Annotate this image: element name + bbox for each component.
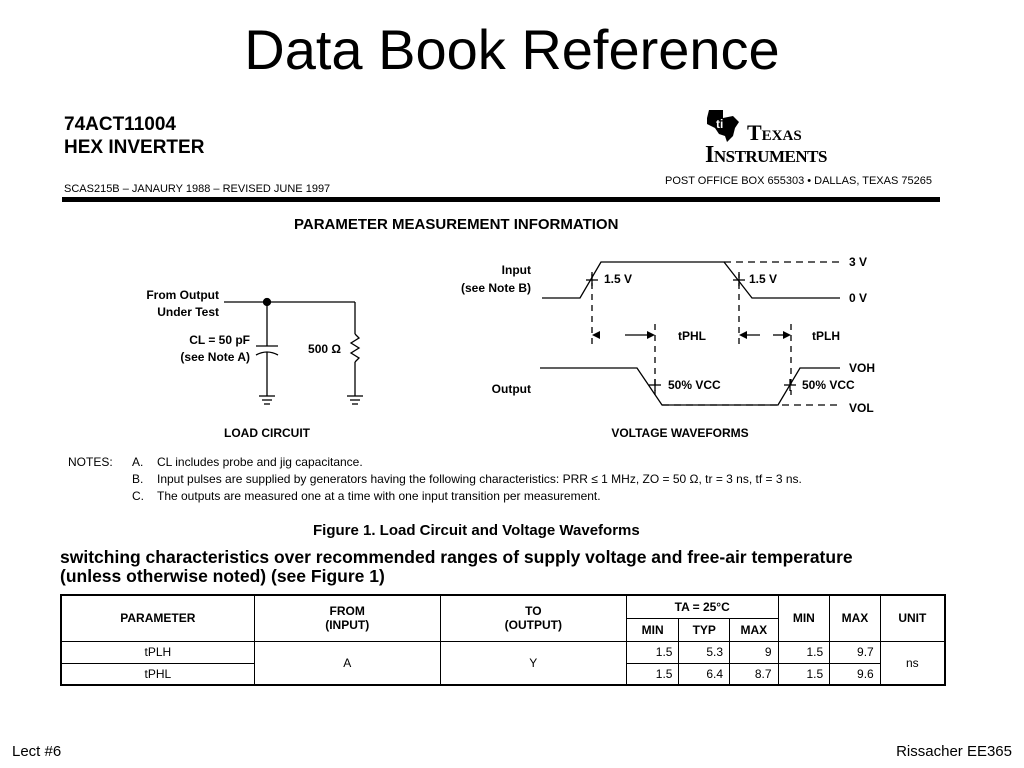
pct-1-label: 50% VCC — [668, 378, 721, 392]
doc-reference: SCAS215B – JANAURY 1988 – REVISED JUNE 1997 — [64, 183, 331, 195]
header-unit: UNIT — [880, 595, 945, 641]
part-number: 74ACT11004 — [64, 114, 176, 135]
logo-instruments: Instruments — [705, 142, 827, 168]
note-a-text: CL includes probe and jig capacitance. — [157, 455, 363, 469]
typ-cell: 6.4 — [679, 663, 730, 685]
note-a-letter: A. — [132, 455, 144, 469]
param-cell: tPLH — [61, 641, 254, 663]
note-b-letter: B. — [132, 472, 144, 486]
unit-cell: ns — [880, 641, 945, 685]
from-cell: A — [254, 641, 440, 685]
header-max: MAX — [730, 618, 779, 641]
voh-label: VOH — [849, 361, 876, 375]
header-rule — [62, 197, 940, 202]
footer-author: Rissacher EE365 — [896, 743, 1012, 760]
min-cell: 1.5 — [626, 663, 679, 685]
header-ta: TA = 25°C — [626, 595, 778, 618]
note-c-letter: C. — [132, 489, 144, 503]
max-cell: 9 — [730, 641, 779, 663]
tphl-label: tPHL — [678, 329, 706, 343]
to-cell: Y — [440, 641, 626, 685]
switching-title-1: switching characteristics over recommended ranges of supply voltage and free-air temperature — [60, 547, 853, 567]
measurement-diagram — [0, 240, 1024, 450]
input-label: Input — [501, 263, 531, 277]
min2-cell: 1.5 — [778, 663, 830, 685]
figure-caption: Figure 1. Load Circuit and Voltage Waveforms — [313, 522, 640, 539]
waveforms-caption: VOLTAGE WAVEFORMS — [611, 426, 749, 440]
under-test-label: Under Test — [157, 305, 219, 319]
footer-lecture: Lect #6 — [12, 743, 62, 760]
header-from: FROM (INPUT) — [254, 595, 440, 641]
ti-logo — [703, 106, 893, 172]
note-b-text: Input pulses are supplied by generators having the following characteristics: PRR ≤ 1 MHz, ZO = 50 Ω, tr = 3 ns, tf = 3 ns. — [157, 472, 802, 486]
min2-cell: 1.5 — [778, 641, 830, 663]
max2-cell: 9.7 — [830, 641, 881, 663]
resistor-label: 500 Ω — [308, 342, 341, 356]
max2-cell: 9.6 — [830, 663, 881, 685]
output-label: Output — [491, 382, 531, 396]
header-to: TO (OUTPUT) — [440, 595, 626, 641]
header-max-overall: MAX — [830, 595, 881, 641]
header-min: MIN — [626, 618, 679, 641]
texas-state-icon — [703, 106, 743, 146]
load-circuit-caption: LOAD CIRCUIT — [224, 426, 310, 440]
header-typ: TYP — [679, 618, 730, 641]
cap-value-label: CL = 50 pF — [189, 333, 250, 347]
ti-address: POST OFFICE BOX 655303 • DALLAS, TEXAS 75265 — [665, 175, 932, 187]
v-high-label: 3 V — [849, 255, 868, 269]
param-cell: tPHL — [61, 663, 254, 685]
table-row — [61, 641, 945, 663]
header-parameter: PARAMETER — [61, 595, 254, 641]
part-name: HEX INVERTER — [64, 137, 205, 158]
vol-label: VOL — [849, 401, 874, 415]
min-cell: 1.5 — [626, 641, 679, 663]
threshold-2-label: 1.5 V — [749, 272, 778, 286]
logo-texas: Texas — [747, 120, 802, 145]
switching-table — [60, 594, 946, 686]
typ-cell: 5.3 — [679, 641, 730, 663]
from-output-label: From Output — [146, 288, 219, 302]
slide-title: Data Book Reference — [244, 18, 780, 81]
tplh-label: tPLH — [812, 329, 840, 343]
header-min-overall: MIN — [778, 595, 830, 641]
input-note-label: (see Note B) — [460, 281, 531, 295]
threshold-1-label: 1.5 V — [604, 272, 633, 286]
notes-header: NOTES: — [68, 455, 113, 469]
v-low-label: 0 V — [849, 291, 868, 305]
max-cell: 8.7 — [730, 663, 779, 685]
note-c-text: The outputs are measured one at a time with one input transition per measurement. — [157, 489, 601, 503]
cap-note-label: (see Note A) — [180, 350, 250, 364]
section-title: PARAMETER MEASUREMENT INFORMATION — [294, 216, 619, 233]
switching-title-2: (unless otherwise noted) (see Figure 1) — [60, 566, 385, 586]
pct-2-label: 50% VCC — [802, 378, 855, 392]
svg-text:ti: ti — [716, 117, 724, 131]
